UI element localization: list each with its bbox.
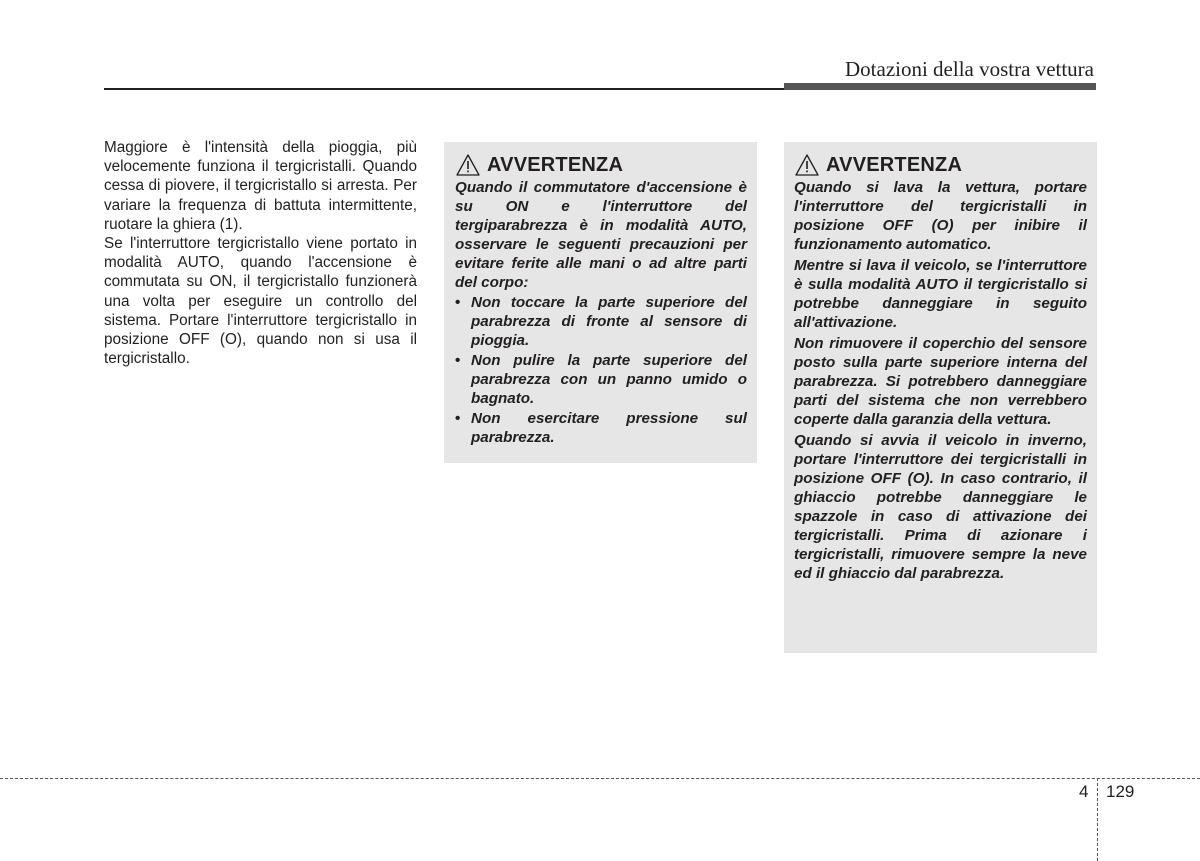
warning-paragraph: Non rimuovere il coperchio del sensore posto sulla parte superiore interna del parabrezza. Si potrebbero danneggiare parti del sistema che non verrebbero coperte dalla garanzia della vettura. xyxy=(794,335,1087,428)
warning-list xyxy=(455,293,747,447)
warning-list-item: • Non toccare la parte superiore del parabrezza di fronte al sensore di pioggia. xyxy=(455,293,747,350)
body-paragraph: Maggiore è l'intensità della pioggia, più velocemente funziona il tergicristalli. Quando cessa di piovere, il tergicristallo si arresta. Per variare la frequenza di battuta intermittente, ruotare la ghiera (1). xyxy=(104,139,417,233)
body-text-column xyxy=(104,138,417,368)
warning-triangle-icon xyxy=(455,153,481,177)
warning-box xyxy=(444,142,757,463)
chapter-number: 4 xyxy=(1079,782,1089,801)
header-rule-accent xyxy=(784,83,1096,90)
warning-box xyxy=(784,142,1097,653)
warning-list-item: • Non pulire la parte superiore del parabrezza con un panno umido o bagnato. xyxy=(455,351,747,408)
footer-divider xyxy=(1097,778,1098,861)
warning-title: AVVERTENZA xyxy=(826,153,963,176)
body-paragraph: Se l'interruttore tergicristallo viene portato in modalità AUTO, quando l'accensione è commutata su ON, il tergicristallo funzionerà una volta per eseguire un controllo del sistema. Portare l'interruttore tergicristallo in posizione OFF (O), quando non si usa il tergicristallo. xyxy=(104,235,417,368)
warning-title: AVVERTENZA xyxy=(487,153,624,176)
page-header-title: Dotazioni della vostra vettura xyxy=(845,57,1094,81)
warning-paragraph: Mentre si lava il veicolo, se l'interruttore è sulla modalità AUTO il tergicristallo si potrebbe danneggiare in seguito all'attivazione. xyxy=(794,257,1087,331)
warning-list-item: • Non esercitare pressione sul parabrezza. xyxy=(455,409,747,447)
warning-intro: Quando il commutatore d'accensione è su ON e l'interruttore del tergiparabrezza è in modalità AUTO, osservare le seguenti precauzioni per evitare ferite alle mani o ad altre parti del corpo: xyxy=(455,179,747,291)
warning-paragraph: Quando si lava la vettura, portare l'interruttore del tergicristalli in posizione OFF (O) per inibire il funzionamento automatico. xyxy=(794,179,1087,253)
page-number: 129 xyxy=(1106,782,1135,801)
header-rule xyxy=(104,88,784,90)
warning-triangle-icon xyxy=(794,153,820,177)
warning-paragraph: Quando si avvia il veicolo in inverno, portare l'interruttore dei tergicristalli in posizione OFF (O). In caso contrario, il ghiaccio potrebbe danneggiare le spazzole in caso di attivazione dei tergicristalli. Prima di azionare i tergicristalli, rimuovere sempre la neve ed il ghiaccio dal parabrezza. xyxy=(794,432,1087,582)
footer-rule xyxy=(0,778,1200,779)
warning-header xyxy=(455,152,747,178)
warning-header xyxy=(794,152,1087,178)
